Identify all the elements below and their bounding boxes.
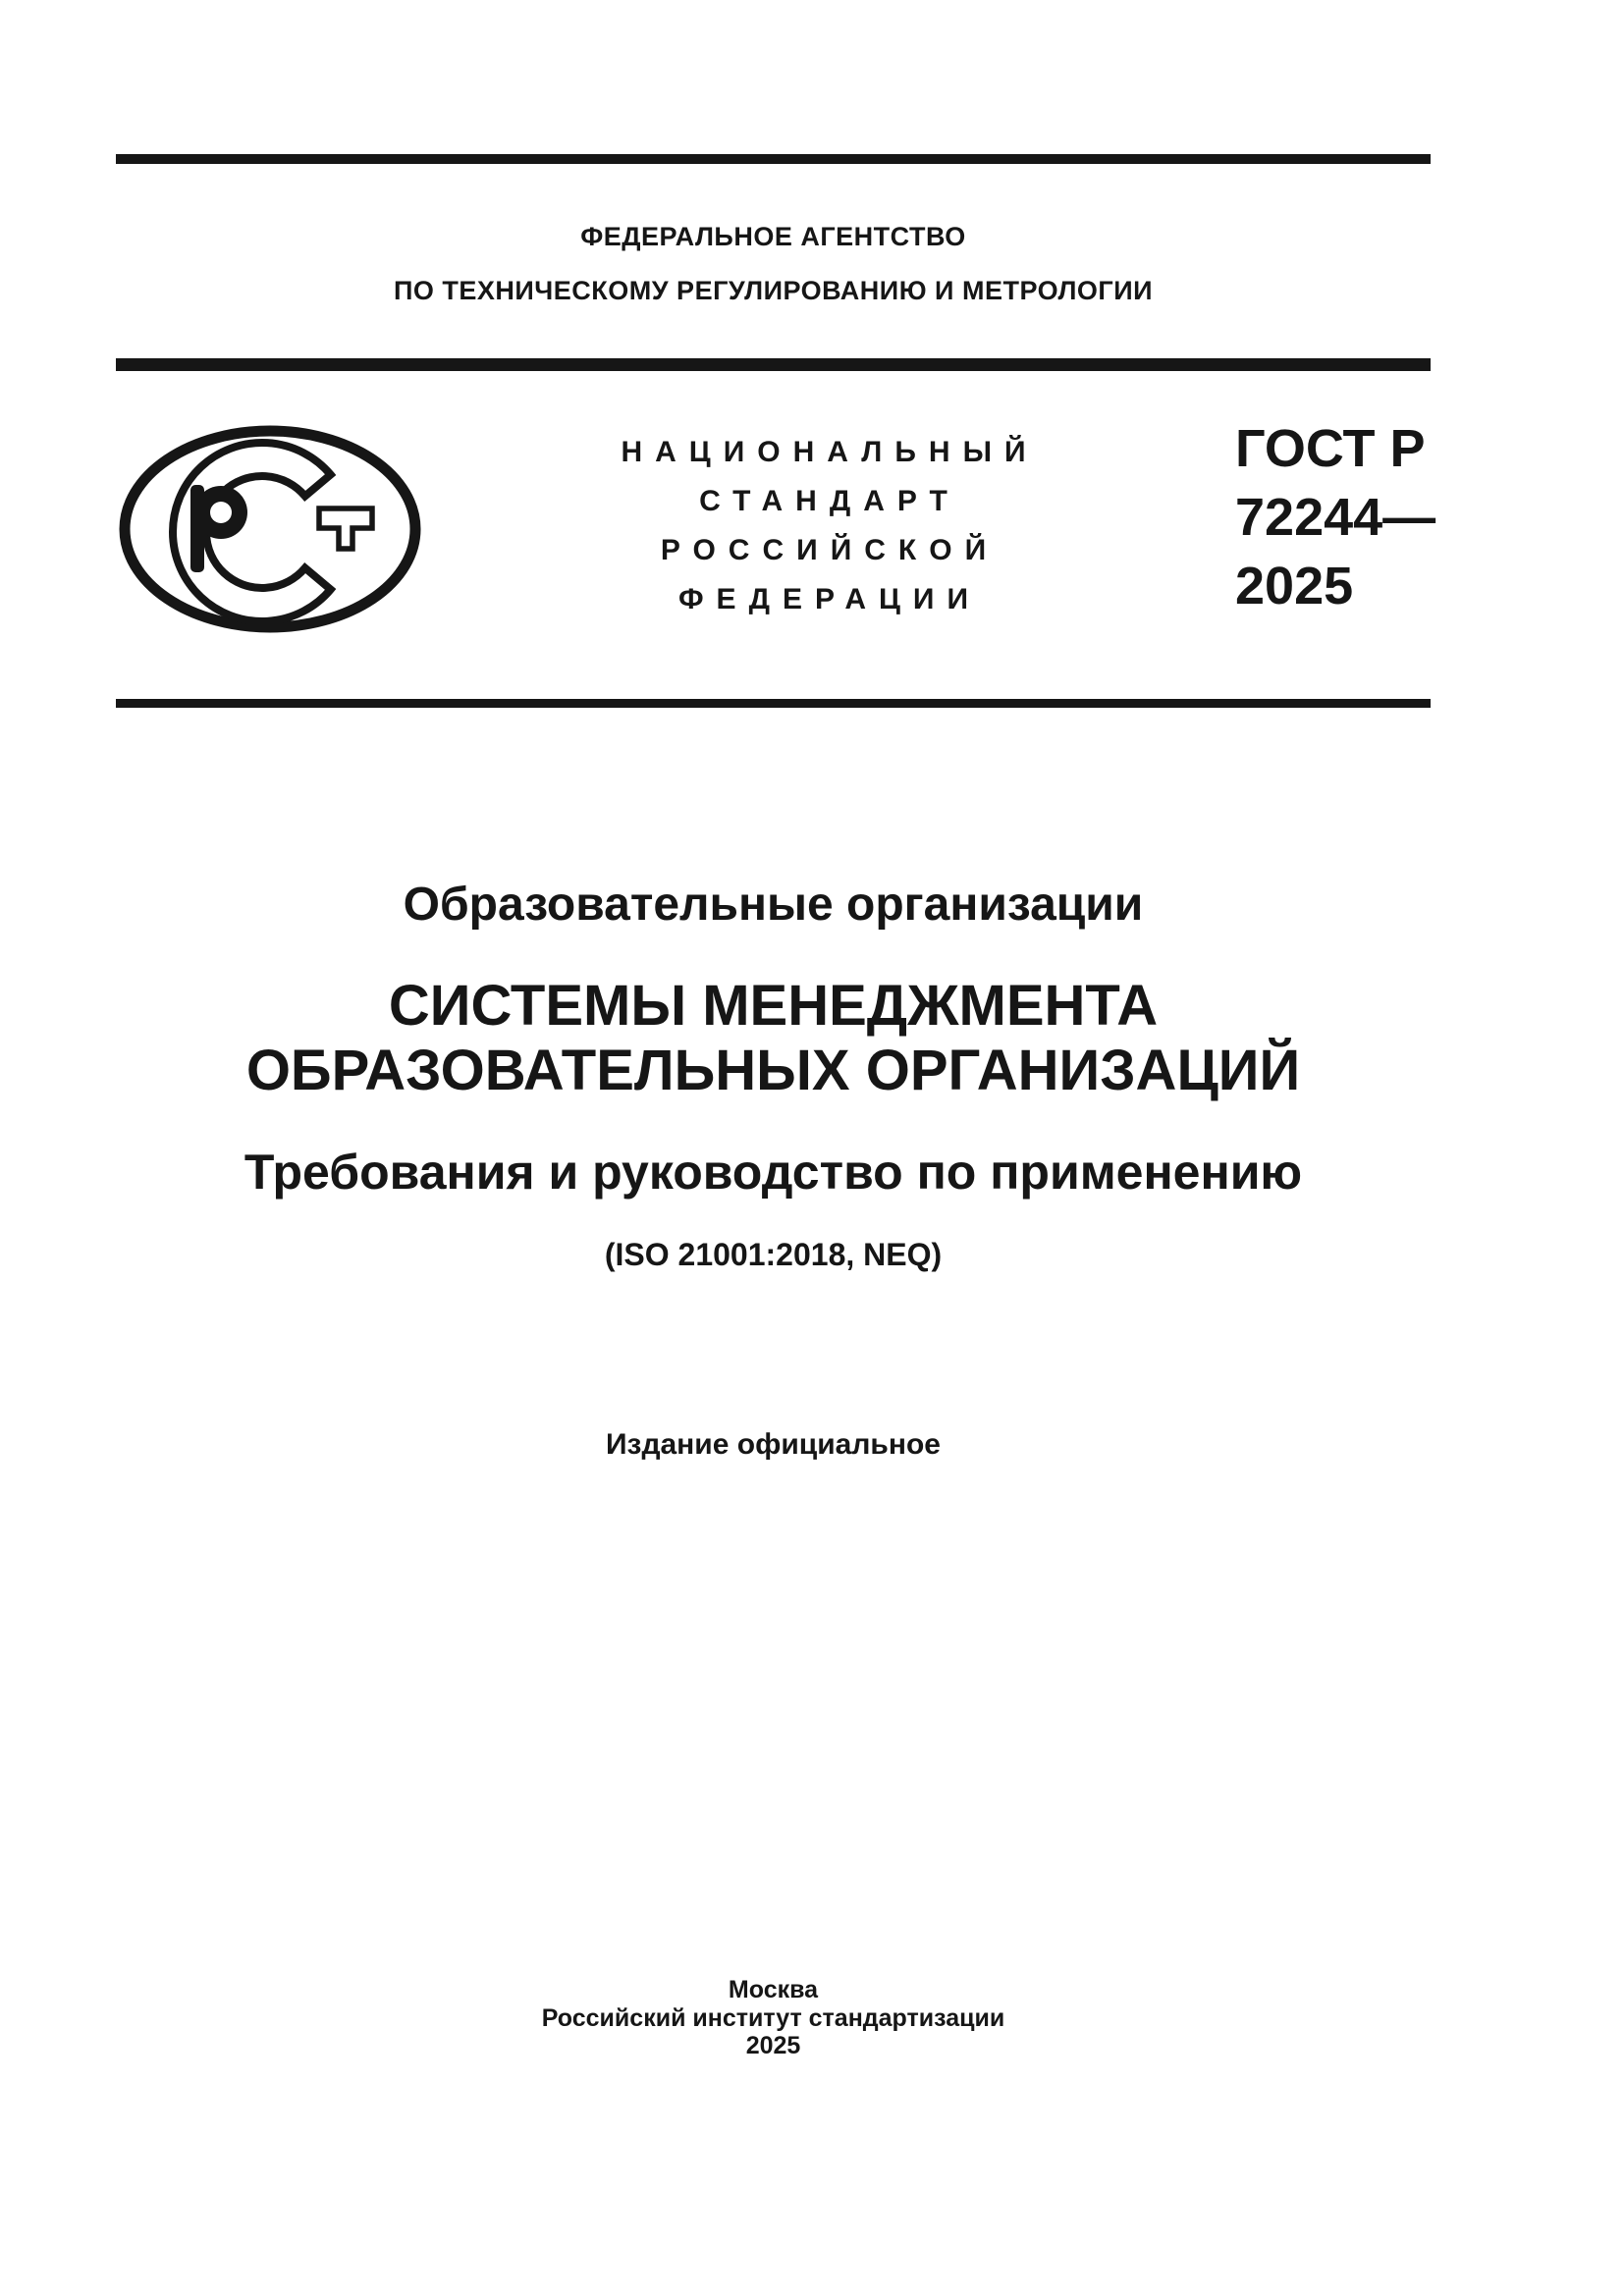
agency-name-line2: ПО ТЕХНИЧЕСКОМУ РЕГУЛИРОВАНИЮ И МЕТРОЛОГИИ [393, 276, 1154, 305]
edition-note: Издание официальное [605, 1428, 941, 1461]
standard-label-line1: НАЦИОНАЛЬНЫЙ [621, 436, 1039, 468]
main-title [116, 974, 1431, 1103]
designation-line1: ГОСТ Р [1235, 419, 1426, 478]
standard-label-line3: РОССИЙСКОЙ [660, 534, 1000, 566]
standard-label-line4: ФЕДЕРАЦИИ [677, 583, 982, 615]
subtitle: Требования и руководство по применению [244, 1145, 1303, 1200]
imprint-year: 2025 [745, 2032, 801, 2059]
main-title-line2: ОБРАЗОВАТЕЛЬНЫХ ОРГАНИЗАЦИЙ [245, 1039, 1301, 1102]
top-rule [116, 154, 1431, 164]
imprint-block [116, 1976, 1431, 2060]
main-title-line1: СИСТЕМЫ МЕНЕДЖМЕНТА [388, 974, 1159, 1038]
iso-reference: (ISO 21001:2018, NEQ) [604, 1237, 943, 1272]
imprint-city: Москва [728, 1976, 819, 2003]
designation-line3: 2025 [1235, 557, 1354, 615]
standard-label-line2: СТАНДАРТ [699, 485, 960, 517]
emblem-letter-t [319, 508, 372, 549]
banner-bottom-rule [116, 699, 1431, 708]
agency-name-line1: ФЕДЕРАЛЬНОЕ АГЕНТСТВО [580, 222, 966, 251]
header-divider-rule [116, 358, 1431, 371]
agency-header [116, 222, 1431, 305]
imprint-publisher: Российский институт стандартизации [541, 2003, 1005, 2032]
emblem-letter-r-counter [210, 502, 232, 523]
rst-certification-mark-icon [116, 424, 424, 635]
standard-designation [1235, 414, 1435, 620]
group-title: Образовательные организации [403, 879, 1144, 931]
designation-line2: 72244— [1235, 488, 1436, 547]
national-standard-label [424, 428, 1235, 624]
